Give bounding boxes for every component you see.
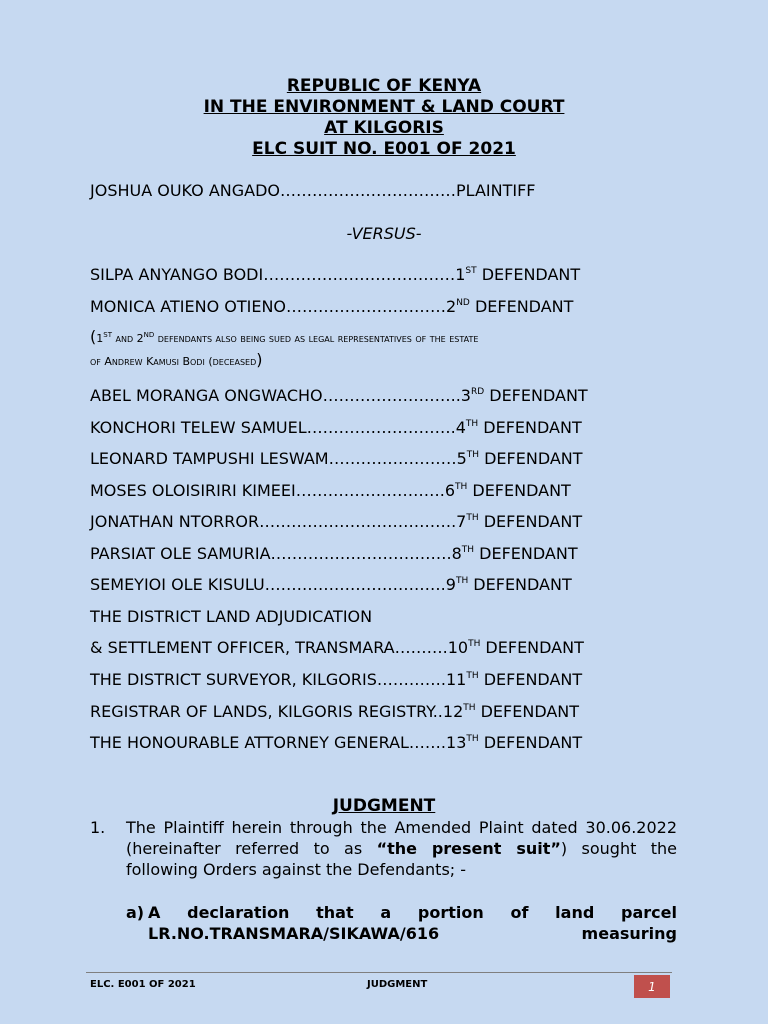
footer-title: JUDGMENT <box>367 979 428 990</box>
paragraph-1 <box>90 817 677 880</box>
estate-note: (1ST and 2ND defendants also being sued as legal representatives of the estate of Andrew Kamusi Bodi (deceased) <box>90 327 479 369</box>
footer-rule <box>86 972 672 973</box>
paragraph-text: The Plaintiff herein through the Amended Plaint dated 30.06.2022 (hereinafter referred to as “the present suit”) sought the following Orders against the Defendants; - <box>126 818 677 879</box>
defendant-line: THE DISTRICT SURVEYOR, KILGORIS………….11TH DEFENDANT <box>90 670 583 689</box>
defendant-line: THE HONOURABLE ATTORNEY GENERAL…….13TH DEFENDANT <box>90 733 583 752</box>
defendant-line: JONATHAN NTORROR……………………………….7TH DEFENDANT <box>90 512 583 531</box>
defendant-line: PARSIAT OLE SAMURIA…………………………….8TH DEFENDANT <box>90 544 578 563</box>
versus-label: -VERSUS- <box>346 224 422 243</box>
defendant-line: SEMEYIOI OLE KISULU…………………………….9TH DEFENDANT <box>90 575 572 594</box>
plaintiff-line: JOSHUA OUKO ANGADO……………………………PLAINTIFF <box>90 181 536 200</box>
subparagraph-label: a) <box>126 903 145 922</box>
defendant-line: ABEL MORANGA ONGWACHO……………………..3RD DEFENDANT <box>90 386 588 405</box>
subparagraph-a <box>126 902 677 944</box>
header-republic: REPUBLIC OF KENYA <box>286 76 482 96</box>
judgment-title: JUDGMENT <box>332 796 436 816</box>
defendant-line: MONICA ATIENO OTIENO…………………………2ND DEFENDANT <box>90 297 574 316</box>
defendant-line: MOSES OLOISIRIRI KIMEEI……………………….6TH DEFENDANT <box>90 481 571 500</box>
header-suit-number: ELC SUIT NO. E001 OF 2021 <box>252 139 516 159</box>
defendant-line: LEONARD TAMPUSHI LESWAM……………………5TH DEFENDANT <box>90 449 583 468</box>
subparagraph-line-2: LR.NO.TRANSMARA/SIKAWA/616 measuring <box>148 924 677 943</box>
subparagraph-line-1: A declaration that a portion of land parcel <box>148 903 677 922</box>
defendant-line: SILPA ANYANGO BODI………………………………1ST DEFENDANT <box>90 265 581 284</box>
paragraph-number: 1. <box>90 818 106 837</box>
footer-case-number: ELC. E001 OF 2021 <box>90 979 196 990</box>
defendant-line: KONCHORI TELEW SAMUEL……………………….4TH DEFENDANT <box>90 418 582 437</box>
defendant-line: THE DISTRICT LAND ADJUDICATION <box>90 607 373 626</box>
defendant-line: REGISTRAR OF LANDS, KILGORIS REGISTRY..12TH DEFENDANT <box>90 702 580 721</box>
header-location: AT KILGORIS <box>324 118 444 138</box>
header-court: IN THE ENVIRONMENT & LAND COURT <box>203 97 565 117</box>
page-number-badge: 1 <box>634 975 670 998</box>
defendant-line: & SETTLEMENT OFFICER, TRANSMARA……….10TH DEFENDANT <box>90 638 584 657</box>
document-header <box>0 76 768 160</box>
